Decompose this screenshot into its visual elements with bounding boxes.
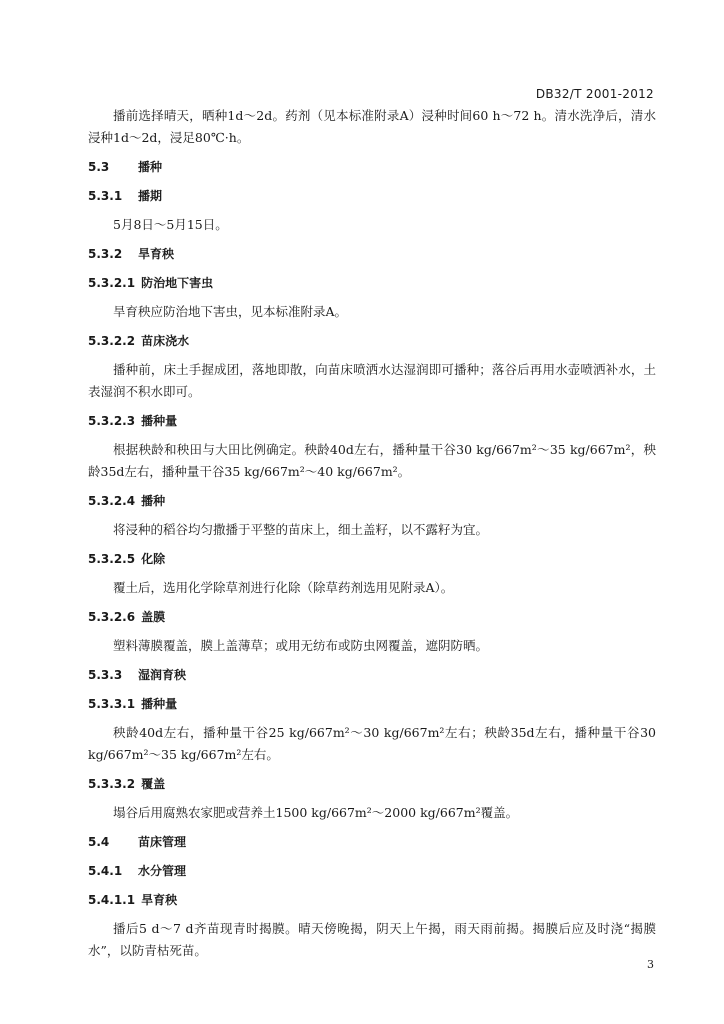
page-number: 3 — [647, 958, 654, 971]
section-number: 5.3.2.5 — [88, 552, 136, 566]
section-heading — [88, 664, 656, 686]
section-title: 播种 — [141, 494, 166, 508]
section-number: 5.3.2.3 — [88, 414, 136, 428]
section-number: 5.3.1 — [88, 189, 123, 203]
section-heading — [88, 490, 656, 512]
body-paragraph: 根据秧龄和秧田与大田比例确定。秧龄40d左右，播种量干谷30 kg/667m²～35 kg/667m²，秧龄35d左右，播种量干谷35 kg/667m²～40 kg/667m²。 — [88, 442, 656, 479]
section-number: 5.3.2.2 — [88, 334, 136, 348]
section-heading — [88, 156, 656, 178]
section-number: 5.3.2.6 — [88, 610, 136, 624]
section-heading — [88, 548, 656, 570]
section-heading — [88, 860, 656, 882]
section-number: 5.3.2.1 — [88, 276, 136, 290]
body-paragraph: 塑料薄膜覆盖，膜上盖薄草；或用无纺布或防虫网覆盖，遮阴防晒。 — [113, 638, 489, 653]
section-title: 盖膜 — [141, 610, 166, 624]
section-heading — [88, 773, 656, 795]
section-heading — [88, 410, 656, 432]
section-title: 旱育秧 — [138, 247, 175, 261]
body-paragraph: 将浸种的稻谷均匀撒播于平整的苗床上，细土盖籽，以不露籽为宜。 — [113, 522, 489, 537]
section-number: 5.3 — [88, 160, 110, 174]
section-number: 5.3.2.4 — [88, 494, 136, 508]
section-title: 播种 — [138, 160, 163, 174]
section-number: 5.3.3 — [88, 668, 123, 682]
section-number: 5.3.2 — [88, 247, 123, 261]
section-number: 5.4.1 — [88, 864, 123, 878]
section-number: 5.3.3.1 — [88, 697, 136, 711]
body-paragraph: 播种前，床土手握成团，落地即散，向苗床喷洒水达湿润即可播种；落谷后再用水壶喷洒补水，土表湿润不积水即可。 — [88, 362, 656, 399]
body-paragraph: 播后5 d～7 d齐苗现青时揭膜。晴天傍晚揭，阴天上午揭，雨天雨前揭。揭膜后应及时浇“揭膜水”，以防青枯死苗。 — [88, 921, 656, 958]
section-title: 苗床管理 — [138, 835, 187, 849]
section-title: 化除 — [141, 552, 166, 566]
section-heading — [88, 606, 656, 628]
section-title: 湿润育秧 — [138, 668, 187, 682]
body-paragraph: 5月8日～5月15日。 — [113, 217, 228, 232]
section-number: 5.3.3.2 — [88, 777, 136, 791]
section-heading — [88, 889, 656, 911]
section-title: 旱育秧 — [141, 893, 178, 907]
section-heading — [88, 831, 656, 853]
section-number: 5.4.1.1 — [88, 893, 136, 907]
document-body — [88, 105, 656, 969]
body-paragraph: 塌谷后用腐熟农家肥或营养土1500 kg/667m²～2000 kg/667m²覆盖。 — [113, 805, 519, 820]
section-title: 播期 — [138, 189, 163, 203]
body-paragraph: 旱育秧应防治地下害虫，见本标准附录A。 — [113, 304, 348, 319]
section-heading — [88, 330, 656, 352]
body-paragraph: 覆土后，选用化学除草剂进行化除（除草药剂选用见附录A）。 — [113, 580, 454, 595]
section-title: 水分管理 — [138, 864, 187, 878]
section-heading — [88, 693, 656, 715]
body-paragraph: 播前选择晴天，晒种1d～2d。药剂（见本标准附录A）浸种时间60 h～72 h。清水洗净后，清水浸种1d～2d，浸足80℃·h。 — [88, 108, 656, 145]
section-heading — [88, 243, 656, 265]
section-heading — [88, 272, 656, 294]
body-paragraph: 秧龄40d左右，播种量干谷25 kg/667m²～30 kg/667m²左右；秧龄35d左右，播种量干谷30 kg/667m²～35 kg/667m²左右。 — [88, 725, 656, 762]
standard-number: DB32/T 2001-2012 — [535, 87, 654, 101]
section-title: 播种量 — [141, 414, 178, 428]
section-title: 播种量 — [141, 697, 178, 711]
section-heading — [88, 185, 656, 207]
section-title: 苗床浇水 — [141, 334, 190, 348]
section-number: 5.4 — [88, 835, 110, 849]
section-title: 覆盖 — [141, 777, 166, 791]
section-title: 防治地下害虫 — [141, 276, 214, 290]
